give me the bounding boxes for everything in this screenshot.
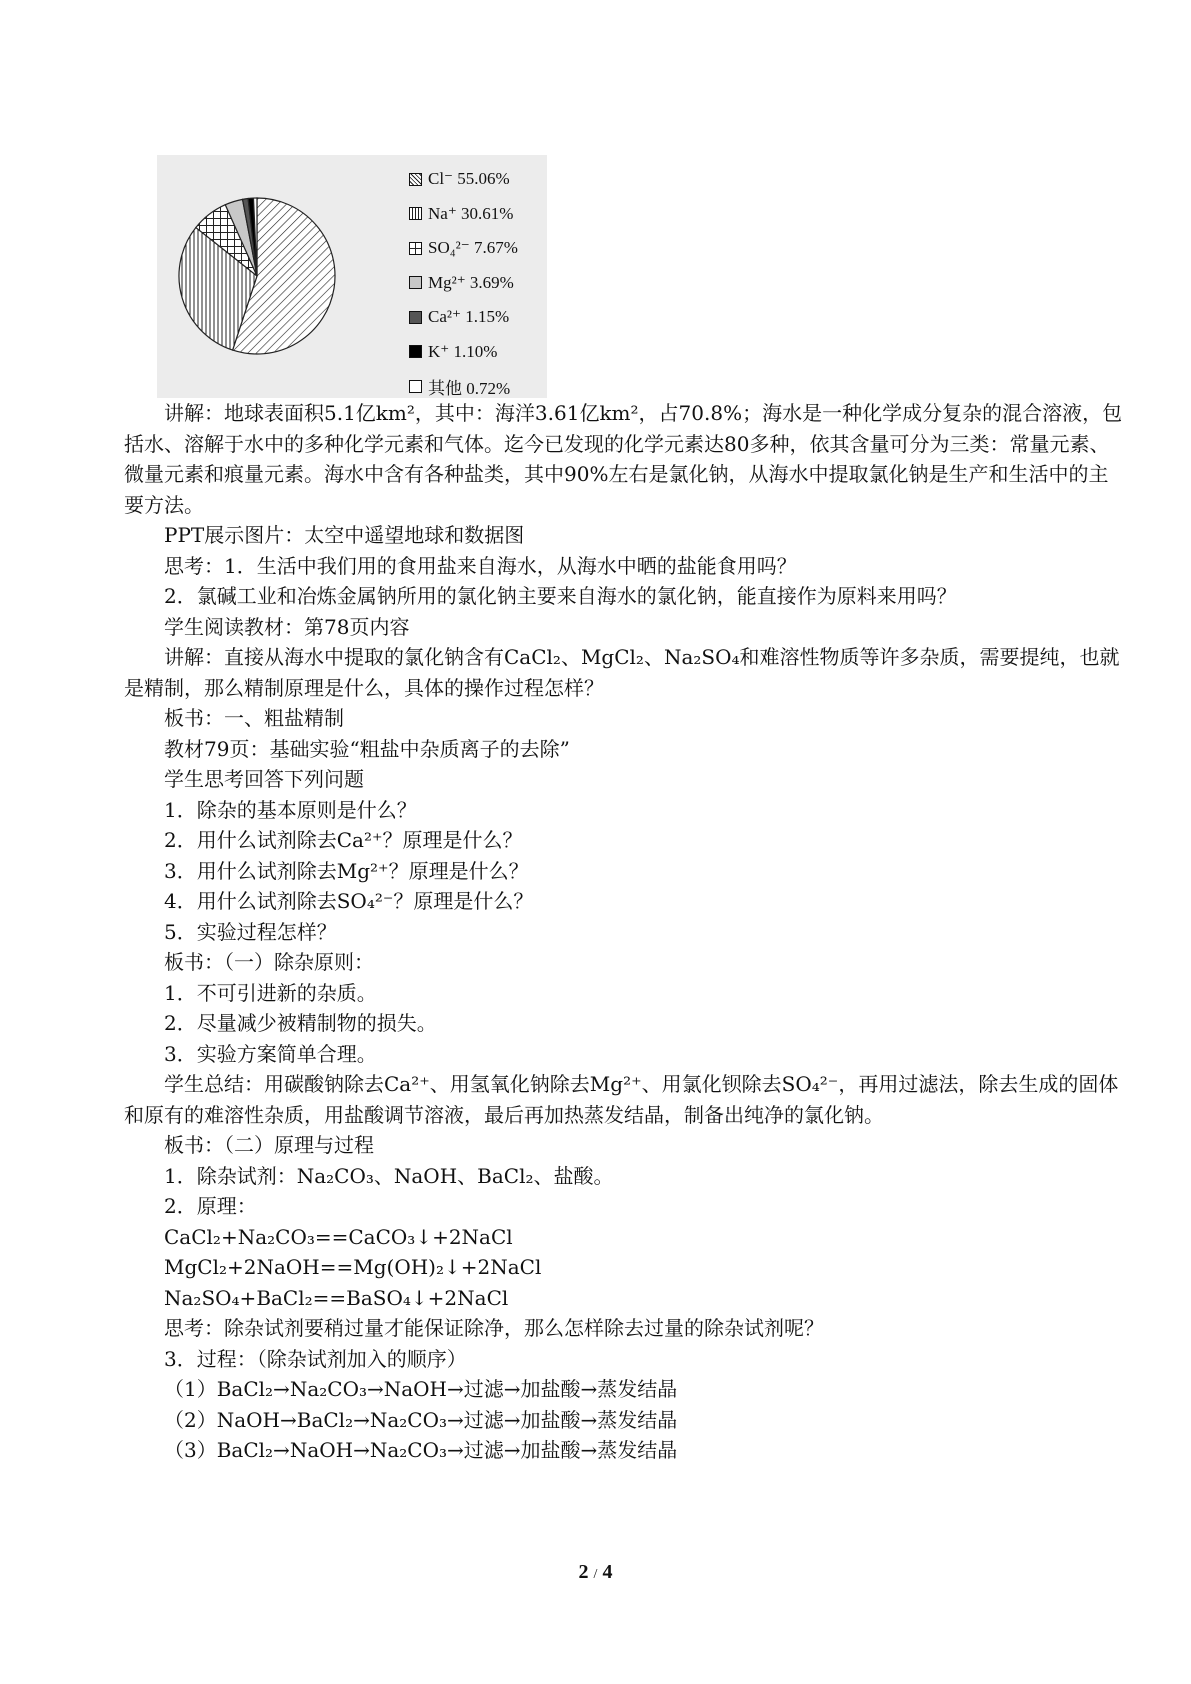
legend-swatch <box>409 173 422 186</box>
legend-item <box>409 231 545 266</box>
legend-label: Na⁺ 30.61% <box>428 203 514 223</box>
chart-legend <box>409 162 545 404</box>
page-current: 2 <box>578 1561 589 1583</box>
legend-label: Cl⁻ 55.06% <box>428 169 510 189</box>
paragraph: 讲解：直接从海水中提取的氯化钠含有CaCl₂、MgCl₂、Na₂SO₄和难溶性物质等许多杂质，需要提纯，也就是精制，那么精制原理是什么，具体的操作过程怎样？ <box>124 645 1120 700</box>
ion-composition-figure <box>157 155 547 398</box>
legend-item <box>409 300 545 335</box>
page-total: 4 <box>602 1561 613 1583</box>
paragraph: 板书：（二）原理与过程 <box>164 1133 374 1157</box>
question-item: 5．实验过程怎样？ <box>164 919 337 944</box>
legend-item <box>409 335 545 370</box>
legend-label: Ca²⁺ 1.15% <box>428 307 510 327</box>
step-item: 2．原理： <box>164 1194 257 1218</box>
equation: MgCl₂+2NaOH==Mg(OH)₂↓+2NaCl <box>164 1255 542 1279</box>
legend-label: SO₄²⁻ 7.67% <box>428 238 518 258</box>
paragraph: 板书：（一）除杂原则： <box>164 950 374 974</box>
paragraph: 讲解：地球表面积5.1亿km²，其中：海洋3.61亿km²，占70.8%；海水是一种化学成分复杂的混合溶液，包括水、溶解于水中的多种化学元素和气体。迄今已发现的化学元素达80多种，依其含量可分为三类：常量元素、微量元素和痕量元素。海水中含有各种盐类，其中90%左右是氯化钠，从海水中提取氯化钠是生产和生活中的主要方法。 <box>124 401 1123 517</box>
step-item: 3．过程：（除杂试剂加入的顺序） <box>164 1346 467 1371</box>
order-item: （2）NaOH→BaCl₂→Na₂CO₃→过滤→加盐酸→蒸发结晶 <box>164 1407 678 1432</box>
question-item: 4．用什么试剂除去SO₄²⁻？原理是什么？ <box>164 889 534 913</box>
legend-swatch <box>409 345 422 358</box>
equation: Na₂SO₄+BaCl₂==BaSO₄↓+2NaCl <box>164 1285 509 1310</box>
legend-swatch <box>409 380 422 393</box>
pie-chart <box>157 155 407 398</box>
legend-label: K⁺ 1.10% <box>428 341 498 361</box>
legend-swatch <box>409 242 422 255</box>
legend-swatch <box>409 207 422 220</box>
paragraph: PPT展示图片：太空中遥望地球和数据图 <box>164 523 525 547</box>
paragraph: 教材79页：基础实验“粗盐中杂质离子的去除” <box>164 736 570 761</box>
legend-label: 其他 0.72% <box>428 378 511 398</box>
page-number <box>0 1561 1191 1584</box>
principle-item: 2．尽量减少被精制物的损失。 <box>164 1011 437 1035</box>
lesson-text <box>124 398 1124 1466</box>
page-separator: / <box>593 1567 598 1582</box>
paragraph: 板书：一、粗盐精制 <box>164 706 344 730</box>
legend-item <box>409 162 545 197</box>
paragraph: 学生思考回答下列问题 <box>164 767 364 791</box>
legend-label: Mg²⁺ 3.69% <box>428 272 514 292</box>
equation: CaCl₂+Na₂CO₃==CaCO₃↓+2NaCl <box>164 1224 513 1249</box>
question-item: 2．用什么试剂除去Ca²⁺？原理是什么？ <box>164 828 523 852</box>
legend-swatch <box>409 311 422 324</box>
order-item: （1）BaCl₂→Na₂CO₃→NaOH→过滤→加盐酸→蒸发结晶 <box>164 1377 678 1401</box>
order-item: （3）BaCl₂→NaOH→Na₂CO₃→过滤→加盐酸→蒸发结晶 <box>164 1438 678 1462</box>
legend-item <box>409 266 545 301</box>
paragraph: 学生总结：用碳酸钠除去Ca²⁺、用氢氧化钠除去Mg²⁺、用氯化钡除去SO₄²⁻，再用过滤法，除去生成的固体和原有的难溶性杂质，用盐酸调节溶液，最后再加热蒸发结晶，制备出纯净的氯化钠。 <box>124 1072 1119 1127</box>
paragraph: 思考：1．生活中我们用的食用盐来自海水，从海水中晒的盐能食用吗？ <box>164 553 797 578</box>
paragraph: 学生阅读教材：第78页内容 <box>164 614 410 639</box>
legend-item <box>409 197 545 232</box>
step-item: 1．除杂试剂：Na₂CO₃、NaOH、BaCl₂、盐酸。 <box>164 1163 614 1188</box>
question-item: 3．用什么试剂除去Mg²⁺？原理是什么？ <box>164 858 529 883</box>
question-item: 1．除杂的基本原则是什么？ <box>164 797 417 822</box>
principle-item: 3．实验方案简单合理。 <box>164 1041 377 1066</box>
principle-item: 1．不可引进新的杂质。 <box>164 980 377 1005</box>
paragraph: 2．氯碱工业和冶炼金属钠所用的氯化钠主要来自海水的氯化钠，能直接作为原料来用吗？ <box>164 584 957 608</box>
paragraph: 思考：除杂试剂要稍过量才能保证除净，那么怎样除去过量的除杂试剂呢？ <box>164 1316 824 1340</box>
legend-swatch <box>409 276 422 289</box>
